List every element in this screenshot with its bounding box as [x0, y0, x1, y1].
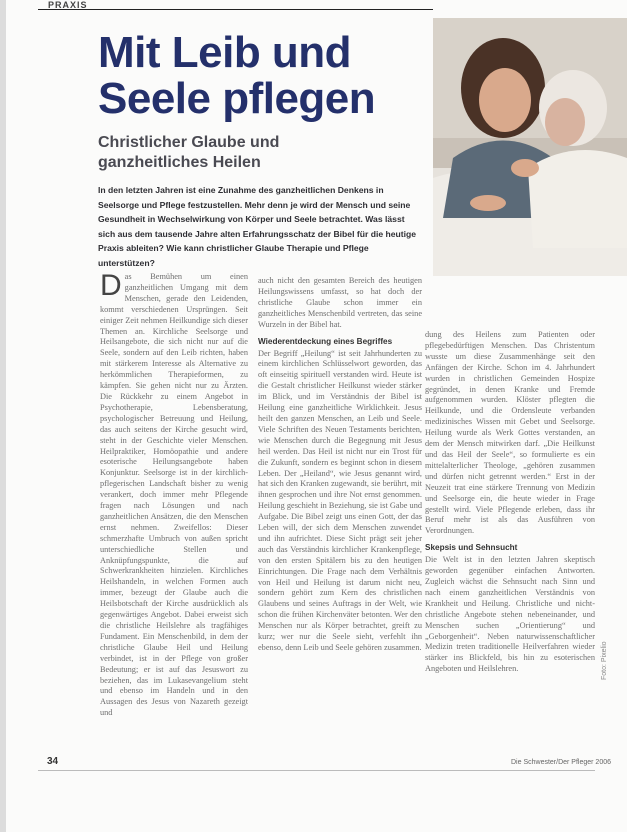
section-label: PRAXIS	[48, 0, 88, 10]
drop-cap: D	[100, 269, 122, 302]
footer-rule	[38, 770, 595, 771]
body-column-1	[100, 269, 248, 719]
header-rule	[38, 9, 433, 10]
section-heading-2: Wiederentdeckung eines Begriffes	[258, 336, 393, 346]
subtitle-line-2: ganzheitliches Heilen	[98, 154, 261, 171]
title-line-2: Seele pflegen	[98, 74, 376, 123]
col3-body-text-2: Die Welt ist in den letzten Jahren skeptisch geworden gegenüber einfachen Antworten. Zugleich wächst die Sehnsucht nach Sinn und nach einem ganzheitlichen Verständnis von Krankheit und Heilung. Christliche und nicht-christliche Angebote stehen nebeneinander, und Menschen suchen „Orientierung“ und „Geborgenheit“. Neben naturwissenschaftlicher Medizin treten traditionelle Heilverfahren wieder stärker ins Blickfeld, bis hin zu esoterischen Angeboten und Heilslehren.	[425, 555, 595, 674]
subtitle-line-1: Christlicher Glaube und	[98, 134, 280, 151]
section-heading-3: Skepsis und Sehnsucht	[425, 543, 518, 553]
article-subtitle	[98, 133, 418, 173]
photo-illustration	[433, 18, 627, 276]
col1-text: as Bemühen um einen ganzheitlichen Umgang mit dem Menschen, gerade den Leidenden, kommt verschiedenen Ursprüngen. Seit einiger Zeit nehmen Heilkundige sich dieser Themen an. Kirchliche Seelsorge und Heilsangebote, die sich nicht nur auf die Seele, sondern auf den Leib richten, haben mit stärkerem Interesse als Alternative zu herkömmlichen Therapieformen, zu kämpfen. Sie gehen nicht nur zu Ärzten. Die Rückkehr zu einem Angebot in Psychotherapie, Lebensberatung, psychologischer Betreuung und Heilung, das auch seitens der Kirche gesucht wird, steht in der Geschichte vieler Menschen. Heilpraktiker, Homöopathie und andere esoterische Heilungsangebote haben Konjunktur. Seelsorge ist in der kirchlich-pflegerischen Landschaft bisher zu wenig verankert, doch immer mehr Pflegende fragen nach Lösungen und nach ganzheitlichen Ansätzen, die den Menschen ernst nehmen. Zweifellos: Dieser schmerzhafte Umbruch von außen spricht unterschiedliche Stellen und Anknüpfungspunkte, die auf Schwerkrankheiten hinzielen. Kirchliches Heilshandeln, in welchen Formen auch immer, bezeugt der Glaube auch die Heilsbotschaft der Kirche ausdrücklich als gegenwärtiges Angebot. Dabei erweist sich die christliche Heilslehre als tragfähiges Fundament. Ein Menschenbild, in dem der christliche Glaube Heil und Heilung verbindet, ist in der Pflege von großer Bedeutung; er ist auf das Jesuswort zu beziehen, das im Lukasevangelium steht und ebenso im Handeln und in den Aussagen des Jesus von Nazareth gezeigt und	[100, 272, 248, 718]
col3-body-text: dung des Heilens zum Patienten oder pflegebedürftigen Menschen. Das Christentum wusste um diese Zusammenhänge seit den Anfängen der Kirche. Schon im 4. Jahrhundert wurden in christlichen Gemeinden Hospize gegründet, in denen Kranke und Fremde aufgenommen wurden. Klöster pflegten die Heilkunde, und die Ordensleute verbanden medizinisches Wissen mit Gebet und Seelsorge. Heilung wurde als Werk Gottes verstanden, an dem der Mensch mitwirken darf. „Die Heilkunst und das Heil der Seele“, so formulierte es ein mittelalterlicher Theologe, „gehören zusammen und dürfen nicht getrennt werden.“ Erst in der Neuzeit trat eine stärkere Trennung von Medizin und Seelsorge ein, die heute wieder in Frage gestellt wird. Viele Pflegende erleben, dass ihr Beruf mehr ist als das Ausführen von Verordnungen.	[425, 330, 595, 536]
body-column-3	[425, 330, 595, 675]
title-line-1: Mit Leib und	[98, 28, 352, 77]
article-intro: In den letzten Jahren ist eine Zunahme des ganzheitlichen Denkens in Seelsorge und Pflege festzustellen. Mehr denn je wird der Mensch und seine Gesundheit in Wechselwirkung von Körper und Seele betrachtet. Was lässt sich aus dem tausende Jahre alten Erfahrungsschatz der Bibel für die heutige Praxis ableiten? Wie kann christlicher Glaube Therapie und Pflege unterstützen?	[98, 185, 417, 268]
page-edge	[0, 0, 6, 832]
col2-body-text: Der Begriff „Heilung“ ist seit Jahrhunderten zu einem kirchlichen Schlüsselwort geworden, das oft einseitig spirituell verstanden wird. Heute ist die Gestalt christlicher Heilkunst wieder stärker im Blick, und im Verständnis der Bibel ist Heilung eine ganzheitliche Wirklichkeit. Jesus heilt den ganzen Menschen, an Leib und Seele. Viele Schriften des Neuen Testaments berichten, wie Menschen durch die Begegnung mit Jesus heil werden. Das Heil ist nicht nur ein Trost für die Zukunft, sondern es beginnt schon in diesem Leben. Der „Heiland“, wie Jesus genannt wird, hat sich den Kranken zugewandt, sie berührt, mit ihnen gesprochen und ihre Not ernst genommen. Heilung geschieht in Beziehung, sie ist Gabe und Aufgabe. Die Bibel zeigt uns einen Gott, der das Leben will, der sich dem Menschen zuwendet und ihn aufrichtet. Diese Sicht prägt seit jeher auch das Verständnis kirchlicher Krankenpflege, von den ersten Spitälern bis zu den heutigen Einrichtungen. Die Frage nach dem Verhältnis von Heil und Heilung ist darum nicht neu, sondern gehört zum Kern des christlichen Glaubens und seines Auftrags in der Welt, wie schon die frühen Kirchenväter betonten. Wer den Menschen nur als Körper betrachtet, greift zu kurz; wer nur die Seele sieht, verfehlt ihn ebenso, denn Leib und Seele gehören zusammen.	[258, 348, 422, 652]
photo-credit: Foto: Pixelio	[601, 641, 608, 680]
page-number: 34	[47, 756, 59, 767]
issue-footer: Die Schwester/Der Pfleger 2006	[511, 759, 611, 766]
body-column-2	[258, 276, 422, 654]
col2-top-text: auch nicht den gesamten Bereich des heutigen Heilungswissens umfasst, so hat doch der christliche Glaube schon immer ein ganzheitliches Menschenbild vertreten, das seine Wurzeln in der Bibel hat.	[258, 276, 422, 329]
article-photo	[433, 18, 627, 276]
article-title	[98, 30, 428, 122]
